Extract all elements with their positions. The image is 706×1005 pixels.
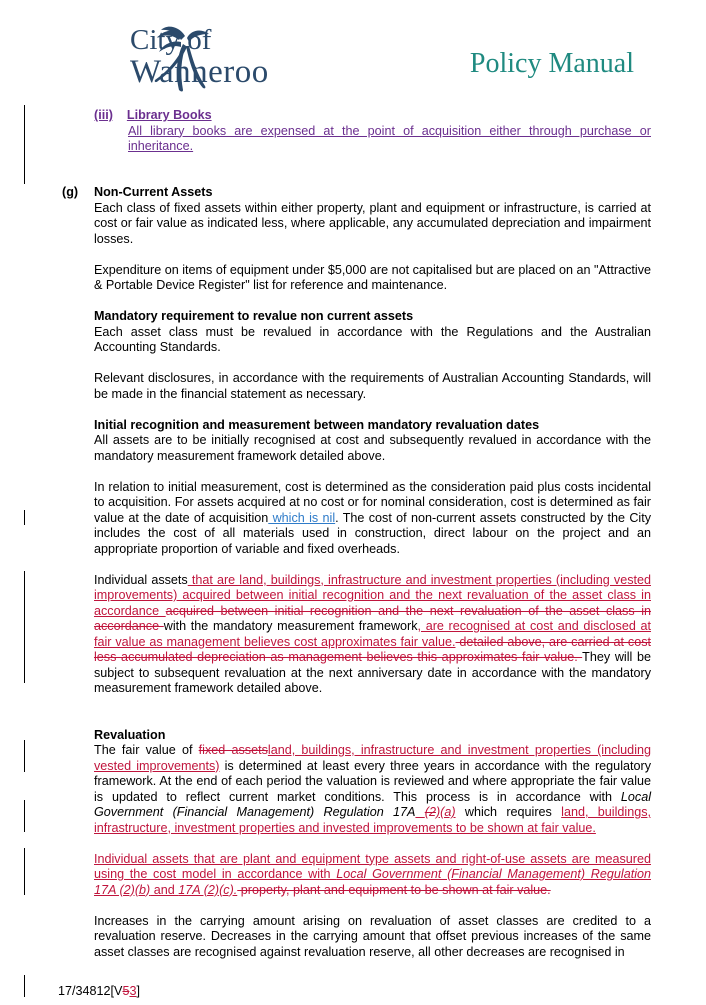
text-run: is determined at least every three years in accordance with the regulatory framework. At the end of each period the valuation is reviewed and where appropriate the fair value is updated to reflect current market conditions. This process is in accordance with bbox=[94, 758, 651, 804]
change-bar bbox=[24, 105, 25, 184]
paragraph bbox=[94, 852, 651, 899]
text-run: 17/34812[V bbox=[58, 984, 123, 998]
library-number: (iii) bbox=[94, 108, 113, 122]
inserted-text: that are land, buildings, infrastructure and investment properties (including vested improvements) acquired between initial recognition and the next revaluation of the asset class in accordance bbox=[94, 572, 651, 618]
paragraph: Each asset class must be revalued in accordance with the Regulations and the Australian Accounting Standards. bbox=[94, 324, 651, 354]
document-reference bbox=[58, 984, 140, 998]
library-text: All library books are expensed at the point of acquisition either through purchase or inheritance. bbox=[128, 123, 651, 153]
logo-text-city-of: City of bbox=[130, 24, 212, 56]
inserted-text: Individual assets that are plant and equipment type assets and right-of-use assets are measured using the cost model in accordance with bbox=[94, 851, 651, 881]
inserted-text bbox=[415, 805, 424, 819]
paragraph bbox=[94, 743, 651, 836]
inserted-text: Local Government (Financial Management) Regulation 17A (2)(b) bbox=[94, 867, 651, 897]
paragraph: All assets are to be initially recognised at cost and subsequently revalued in accordance with the mandatory measurement framework detailed above. bbox=[94, 433, 651, 463]
initial-recognition-heading: Initial recognition and measurement between mandatory revaluation dates bbox=[94, 417, 540, 432]
inserted-text: )(a) bbox=[435, 805, 456, 819]
paragraph bbox=[94, 573, 651, 697]
non-current-assets-heading: Non-Current Assets bbox=[94, 185, 213, 199]
change-bar bbox=[24, 800, 25, 832]
change-bar bbox=[24, 975, 25, 997]
change-bar bbox=[24, 571, 25, 683]
deleted-text: property, plant and equipment to be shown at fair value. bbox=[237, 882, 551, 897]
deleted-text: 5 bbox=[122, 984, 130, 998]
library-heading: Library Books bbox=[126, 108, 212, 122]
text-run: with the mandatory measurement framework bbox=[163, 619, 418, 633]
deleted-text: acquired between initial recognition and the next revaluation of the asset class in accordance bbox=[94, 603, 651, 633]
inserted-text: land, buildings, infrastructure, investment properties and invested improvements to be shown at fair value. bbox=[94, 805, 651, 835]
inserted-text: land, buildings, infrastructure and investment properties (including vested improvements) bbox=[94, 743, 651, 773]
paragraph: Expenditure on items of equipment under $5,000 are not capitalised but are placed on an "Attractive & Portable Device Register" list for reference and maintenance. bbox=[94, 262, 651, 292]
logo-text-wanneroo: Wanneroo bbox=[130, 54, 269, 90]
paragraph: Increases in the carrying amount arising on revaluation of asset classes are credited to a revaluation reserve. Decreases in the carrying amount that offset previous increases of the same asset classes are recognised against revaluation reserve, all other decreases are recognised in bbox=[94, 913, 651, 959]
inserted-text: which is nil bbox=[268, 510, 336, 525]
change-bar bbox=[24, 848, 25, 895]
paragraph: Each class of fixed assets within either property, plant and equipment or infrastructure, is carried at cost or fair value as indicated less, where applicable, any accumulated depreciation and impairment losses. bbox=[94, 200, 651, 246]
change-bar bbox=[24, 510, 25, 525]
text-run: The fair value of bbox=[94, 743, 199, 757]
text-run: In relation to initial measurement, cost is determined as the consideration paid plus costs incidental to acquisition. For assets acquired at no cost or for nominal consideration, cost is determined as fair value at the date of acquisition bbox=[94, 479, 651, 525]
text-run: Individual assets bbox=[94, 572, 188, 587]
inserted-text: 17A (2)(c). bbox=[178, 882, 238, 897]
text-run: . The cost of non-current assets constructed by the City includes the cost of all materials used in construction, direct labour on the project and an appropriate proportion of variable and fixed overheads. bbox=[94, 510, 652, 556]
section-label-g: (g) bbox=[62, 185, 79, 199]
non-current-assets-section bbox=[94, 185, 651, 960]
text-run: which requires bbox=[455, 805, 562, 819]
italic-text: Local Government (Financial Management) Regulation 17A bbox=[94, 789, 651, 819]
revaluation-heading: Revaluation bbox=[94, 727, 166, 742]
inserted-text: and bbox=[150, 882, 179, 897]
text-run: They will be subject to subsequent revaluation at the next anniversary date in accordance with the mandatory measurement framework detailed above. bbox=[94, 650, 651, 695]
paragraph bbox=[94, 480, 651, 558]
deleted-text: (2 bbox=[424, 805, 436, 819]
inserted-text: , are recognised at cost and disclosed at fair value as management believes cost approximates fair value. bbox=[94, 619, 652, 649]
deleted-text: detailed above, are carried at cost less accumulated depreciation as management believes this approximates fair value. bbox=[94, 634, 652, 664]
mandatory-heading: Mandatory requirement to revalue non current assets bbox=[94, 309, 414, 323]
deleted-text: fixed assets bbox=[198, 743, 268, 757]
change-bar bbox=[24, 740, 25, 772]
text-run: ] bbox=[136, 984, 140, 998]
paragraph: Relevant disclosures, in accordance with the requirements of Australian Accounting Standards, will be made in the financial statement as necessary. bbox=[94, 371, 651, 401]
page-title: Policy Manual bbox=[469, 48, 634, 79]
library-books-section bbox=[94, 108, 651, 155]
inserted-text: 3 bbox=[129, 984, 137, 998]
